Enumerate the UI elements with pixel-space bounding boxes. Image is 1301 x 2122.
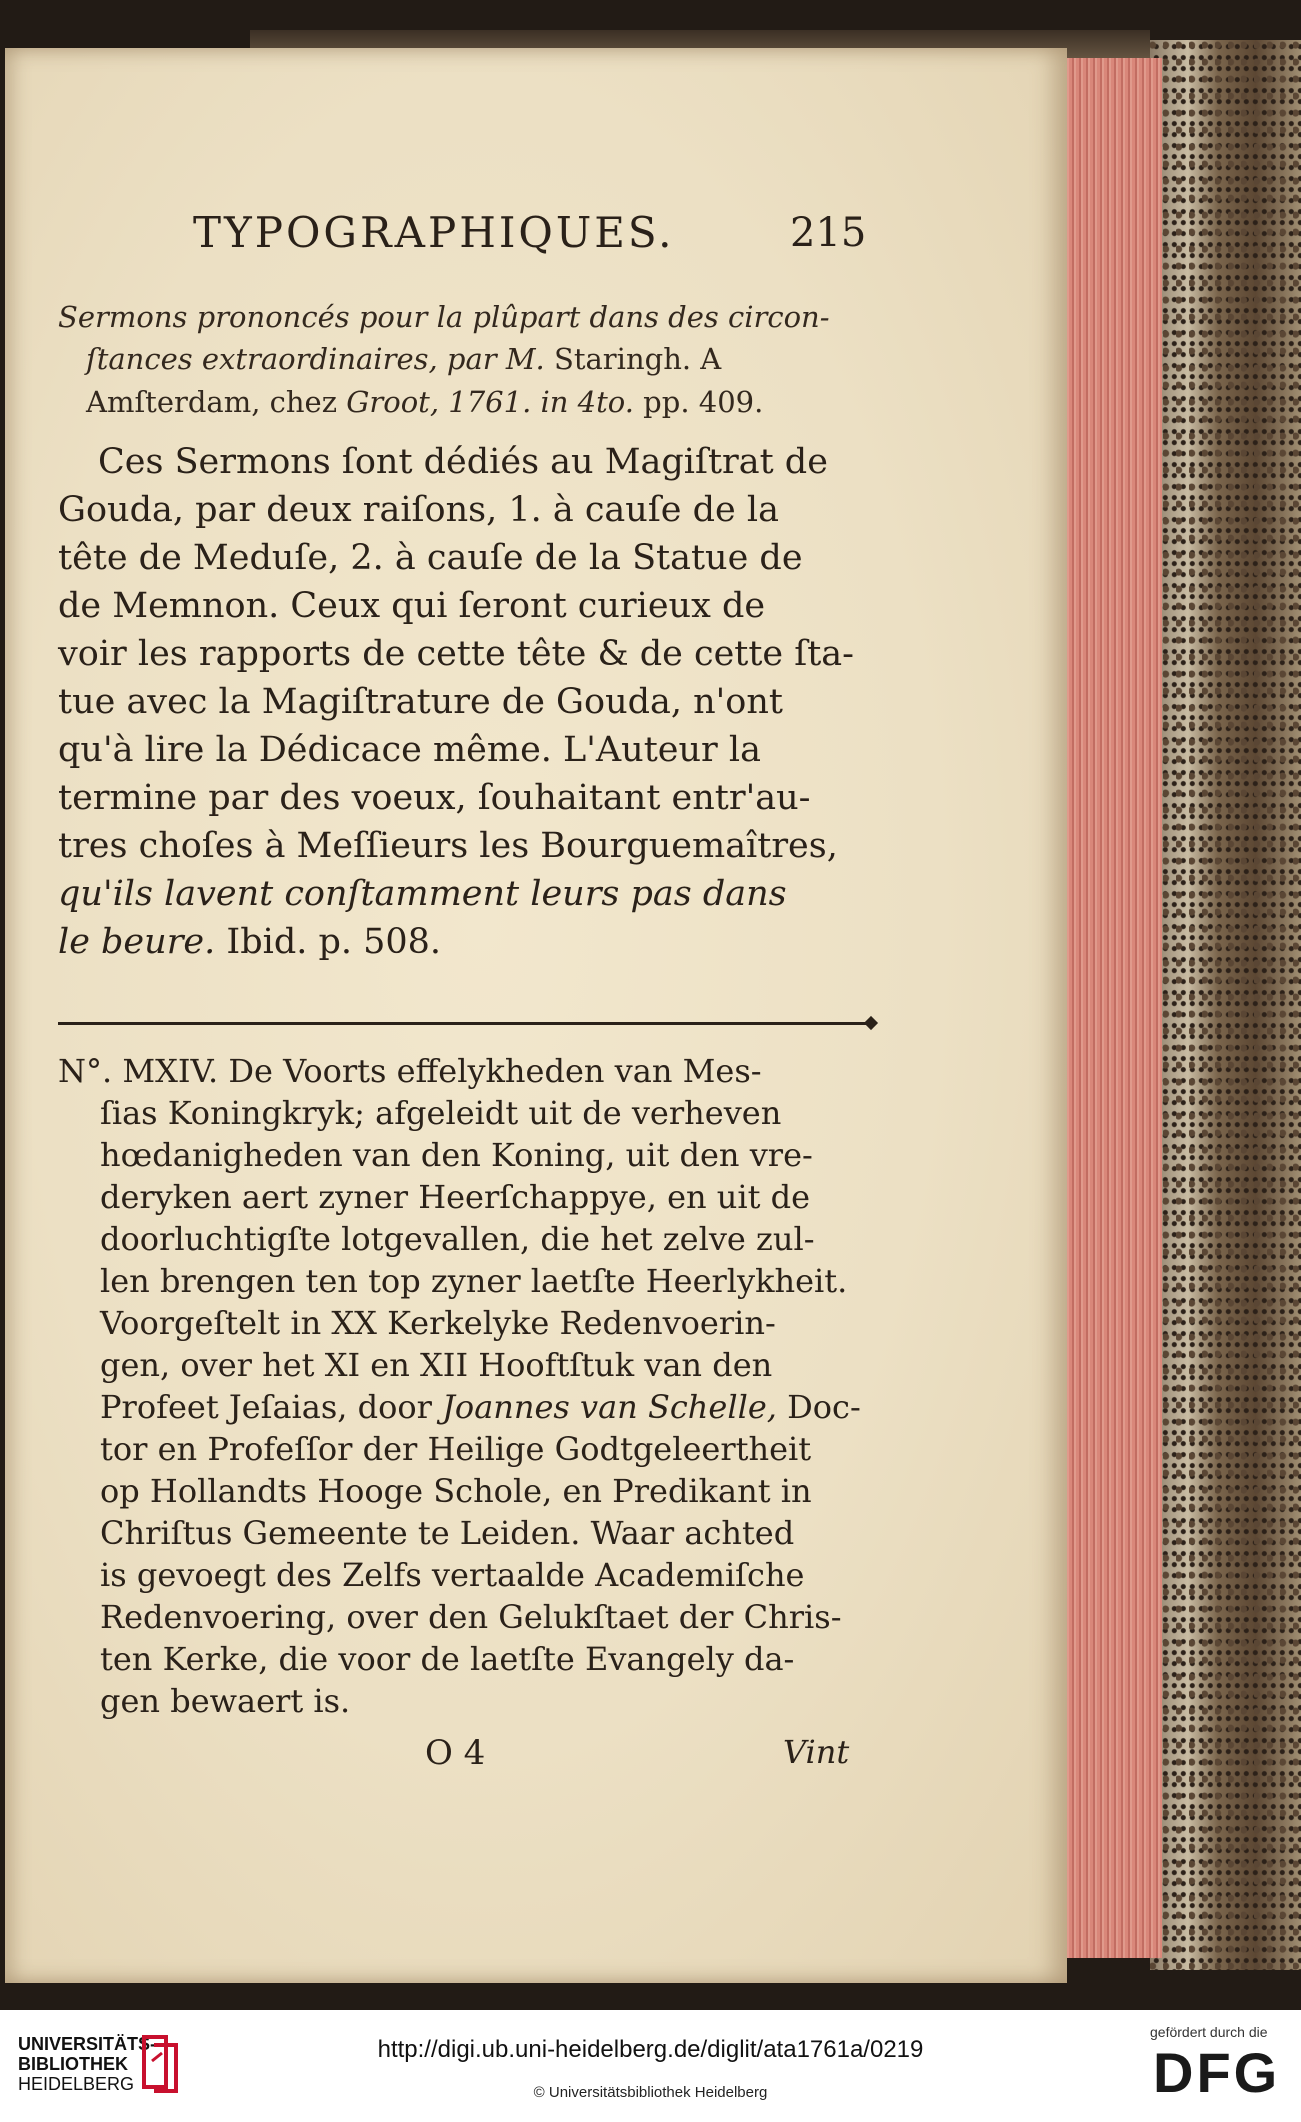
catchword: Vint <box>783 1733 850 1771</box>
citation-line-1: Sermons prononcés pour la plûpart dans des circon- <box>58 300 830 334</box>
entry-number: N°. MXIV. <box>58 1052 219 1090</box>
dfg-logo: DFG <box>1153 2041 1281 2104</box>
paragraph-line: qu'à lire la Dédicace même. L'Auteur la <box>58 730 761 770</box>
permalink-url[interactable]: http://digi.ub.uni-heidelberg.de/diglit/ata1761a/0219 <box>377 2036 924 2063</box>
paragraph-italic-line: qu'ils lavent conſtamment leurs pas dans <box>58 874 787 914</box>
entry-line: Redenvoering, over den Gelukſtaet der Chris- <box>100 1598 842 1636</box>
page-number: 215 <box>790 210 867 256</box>
entry-line: len brengen ten top zyner laetſte Heerlykheit. <box>100 1262 848 1300</box>
library-name-line3: HEIDELBERG <box>18 2074 135 2094</box>
footer-bar <box>0 2010 1301 2122</box>
entry-line: hœdanigheden van den Koning, uit den vre- <box>100 1136 813 1174</box>
section-divider <box>58 1022 873 1025</box>
entry-author-pre: Profeet Jeſaias, door <box>100 1388 443 1426</box>
red-page-edges <box>1060 58 1162 1958</box>
citation-place: Amſterdam, chez <box>86 385 347 419</box>
paragraph-line: voir les rapports de cette tête & de cette ſta- <box>58 634 854 674</box>
entry-line: deryken aert zyner Heerſchappye, en uit de <box>100 1178 811 1216</box>
citation-title-end: ſtances extraordinaires, par M. <box>86 342 545 376</box>
book-cover-marbled <box>1150 40 1301 1970</box>
paragraph-line: de Memnon. Ceux qui ſeront curieux de <box>58 586 766 626</box>
citation-publisher: Groot, 1761. <box>346 385 532 419</box>
funding-note: gefördert durch die <box>1150 2024 1268 2040</box>
paragraph-line: tête de Meduſe, 2. à cauſe de la Statue de <box>58 538 803 578</box>
paragraph-line: termine par des voeux, ſouhaitant entr'au- <box>58 778 811 818</box>
entry-line: Chriſtus Gemeente te Leiden. Waar achted <box>100 1514 795 1552</box>
citation-pages: pp. 409. <box>633 385 764 419</box>
entry-first-line <box>58 1052 762 1090</box>
entry-line: gen bewaert is. <box>100 1682 351 1720</box>
paragraph-line: Gouda, par deux raiſons, 1. à cauſe de la <box>58 490 779 530</box>
entry-line: Voorgeſtelt in XX Kerkelyke Redenvoerin- <box>100 1304 776 1342</box>
paragraph-last-line <box>58 922 441 962</box>
entry-line: is gevoegt des Zelfs vertaalde Academiſche <box>100 1556 805 1594</box>
running-head: TYPOGRAPHIQUES. <box>193 208 675 257</box>
entry-line: ten Kerke, die voor de laetſte Evangely da- <box>100 1640 795 1678</box>
entry-author-name: Joannes van Schelle, <box>442 1388 777 1426</box>
library-name-line1: UNIVERSITÄTS- <box>18 2034 157 2054</box>
entry-line: gen, over het XI en XII Hooftſtuk van den <box>100 1346 773 1384</box>
entry-author-post: Doc- <box>776 1388 861 1426</box>
signature-mark: O 4 <box>425 1733 486 1773</box>
paragraph-line: Ces Sermons ſont dédiés au Magiſtrat de <box>98 442 828 482</box>
citation-line-3 <box>86 385 763 419</box>
citation-line-2 <box>86 342 721 376</box>
entry-title-start: De Voorts effelykheden van Mes- <box>218 1052 762 1090</box>
entry-line: op Hollandts Hooge Schole, en Predikant in <box>100 1472 812 1510</box>
entry-line: doorluchtigſte lotgevallen, die het zelve zul- <box>100 1220 815 1258</box>
paragraph-line: tue avec la Magiſtrature de Gouda, n'ont <box>58 682 783 722</box>
citation-author: Staringh. A <box>544 342 722 376</box>
entry-line: tor en Profeſſor der Heilige Godtgeleertheit <box>100 1430 812 1468</box>
citation-format: in 4to. <box>531 385 634 419</box>
library-name-line2: BIBLIOTHEK <box>18 2054 128 2074</box>
entry-author-line <box>100 1388 861 1426</box>
paragraph-line: tres choſes à Meſſieurs les Bourguemaîtres, <box>58 826 838 866</box>
paragraph-reference: Ibid. p. 508. <box>215 922 442 962</box>
entry-line: ſias Koningkryk; afgeleidt uit de verheven <box>100 1094 782 1132</box>
paragraph-quote-end: le beure. <box>58 922 216 962</box>
copyright-notice: © Universitätsbibliothek Heidelberg <box>533 2084 768 2101</box>
